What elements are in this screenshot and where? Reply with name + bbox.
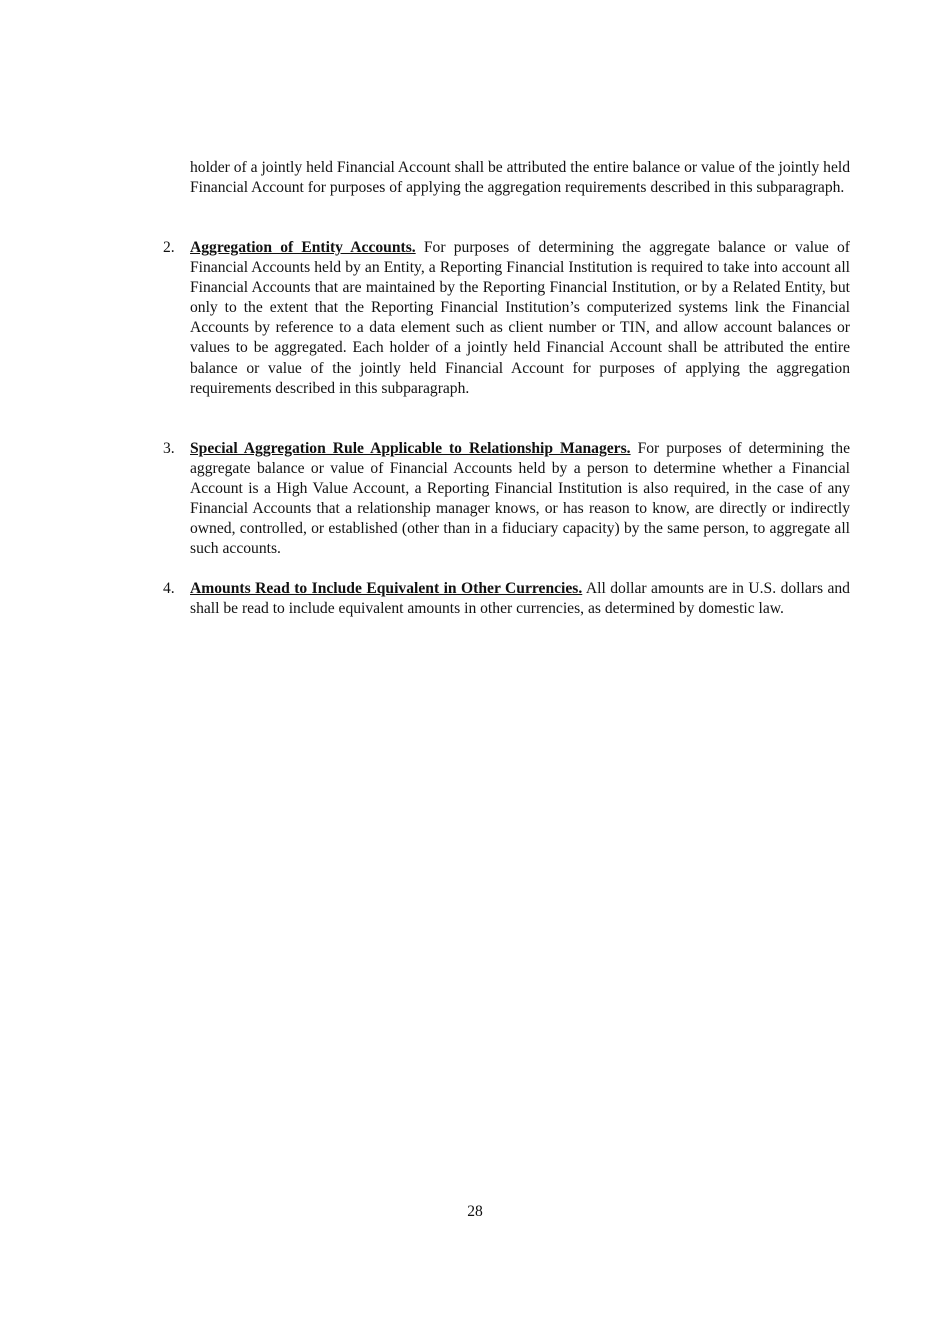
- item-heading: Amounts Read to Include Equivalent in Other Currencies.: [190, 580, 583, 597]
- item-number: 2.: [163, 239, 175, 256]
- continuation-paragraph: holder of a jointly held Financial Account shall be attributed the entire balance or value of the jointly held Financial Account for purposes of applying the aggregation requirements described in this subparagraph.: [190, 159, 850, 197]
- list-item-3: [163, 439, 850, 560]
- item-body: [190, 579, 850, 619]
- item-body: [190, 238, 850, 399]
- item-text: For purposes of determining the aggregate balance or value of Financial Accounts held by a person to determine whether a Financial Account is a High Value Account, a Reporting Financial Institution is also required, in the case of any Financial Accounts that a relationship manager knows, or has reason to know, are directly or indirectly owned, controlled, or established (other than in a fiduciary capacity) by the same person, to aggregate all such accounts.: [190, 440, 850, 558]
- item-heading: Special Aggregation Rule Applicable to Relationship Managers.: [190, 440, 631, 457]
- item-heading: Aggregation of Entity Accounts.: [190, 239, 416, 256]
- list-item-2: [163, 238, 850, 399]
- page-number: 28: [467, 1203, 483, 1220]
- item-number: 3.: [163, 440, 175, 457]
- item-text: For purposes of determining the aggregate balance or value of Financial Accounts held by an Entity, a Reporting Financial Institution is required to take into account all Financial Accounts that are maintained by the Reporting Financial Institution, or by a Related Entity, but only to the extent that the Reporting Financial Institution’s computerized systems link the Financial Accounts by reference to a data element such as client number or TIN, and allow account balances or values to be aggregated. Each holder of a jointly held Financial Account shall be attributed the entire balance or value of the jointly held Financial Account for purposes of applying the aggregation requirements described in this subparagraph.: [190, 239, 850, 397]
- list-item-4: [163, 579, 850, 619]
- item-body: [190, 439, 850, 560]
- item-number: 4.: [163, 580, 175, 597]
- item-text: All dollar amounts are in U.S. dollars and shall be read to include equivalent amounts in other currencies, as determined by domestic law.: [190, 580, 850, 618]
